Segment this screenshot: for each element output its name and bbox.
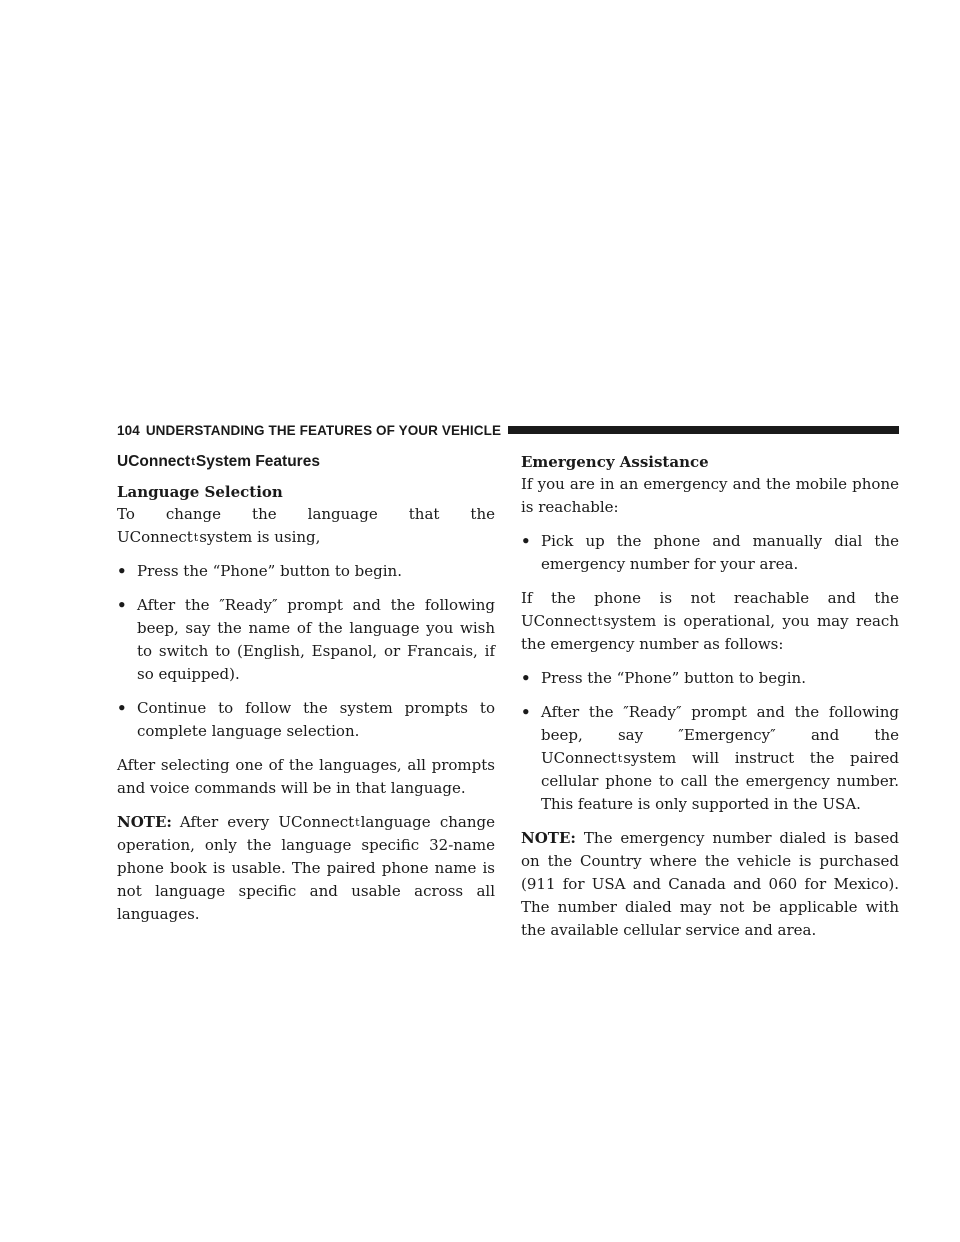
- list-item: [117, 594, 495, 686]
- language-intro-b: system is using,: [199, 528, 321, 546]
- note-text: The emergency number dialed is based on the Country where the vehicle is purchased (911 for USA and Canada and 060 for Mexico). The number dialed may not be applicable with the available cellular service and area.: [521, 829, 899, 939]
- list-item-text: Continue to follow the system prompts to complete language selection.: [137, 699, 495, 740]
- registered-mark: t: [193, 531, 199, 544]
- right-column: [521, 451, 899, 953]
- section-heading-brand: UConnect: [117, 453, 191, 470]
- registered-mark: t: [355, 816, 360, 829]
- subheading-emergency-assistance: Emergency Assistance: [521, 453, 709, 471]
- registered-mark: t: [617, 752, 623, 765]
- list-item-text: After the ″Ready″ prompt and the following beep, say the name of the language you wish to switch to (English, Espanol, or Francais, if so equipped).: [137, 596, 495, 683]
- list-item-text: Pick up the phone and manually dial the emergency number for your area.: [541, 532, 899, 573]
- emergency-intro: If you are in an emergency and the mobile phone is reachable:: [521, 475, 899, 516]
- note-text-a: After every UConnect: [179, 813, 355, 831]
- list-item: [521, 667, 899, 690]
- header-text: [117, 423, 501, 438]
- bullet-icon: •: [521, 669, 531, 687]
- section-heading-text: System Features: [195, 453, 320, 470]
- emergency-para-b: system is operational, you may reach the emergency number as follows:: [521, 612, 899, 653]
- language-intro: [117, 503, 495, 549]
- list-item-text: Press the “Phone” button to begin.: [541, 669, 806, 687]
- bullet-icon: •: [521, 532, 531, 550]
- note-label: NOTE:: [521, 829, 576, 847]
- language-after-text: After selecting one of the languages, all prompts and voice commands will be in that language.: [117, 756, 495, 797]
- list-item: [117, 560, 495, 583]
- emergency-para-a: If the phone is not reachable and the UConnect: [521, 589, 899, 630]
- emergency-note: [521, 827, 899, 942]
- list-item-text-b: system will instruct the paired cellular phone to call the emergency number. This feature is only supported in the USA.: [541, 749, 899, 813]
- bullet-icon: •: [117, 596, 127, 614]
- list-item: [117, 697, 495, 743]
- page-number: 104: [117, 422, 140, 438]
- left-column: [117, 451, 495, 937]
- page-header: [117, 421, 899, 439]
- language-note: [117, 811, 495, 926]
- header-rule: [508, 426, 899, 434]
- subheading-language-selection: Language Selection: [117, 483, 283, 501]
- bullet-icon: •: [117, 562, 127, 580]
- registered-mark: t: [597, 615, 603, 628]
- bullet-icon: •: [521, 703, 531, 721]
- list-item: [521, 701, 899, 816]
- section-heading: [117, 451, 495, 473]
- list-item-text-a: After the ″Ready″ prompt and the following beep, say ″Emergency″ and the UConnect: [541, 703, 899, 767]
- bullet-icon: •: [117, 699, 127, 717]
- section-title: UNDERSTANDING THE FEATURES OF YOUR VEHICLE: [145, 422, 502, 438]
- list-item: [521, 530, 899, 576]
- list-item-text: Press the “Phone” button to begin.: [137, 562, 402, 580]
- note-label: NOTE:: [117, 813, 172, 831]
- language-intro-a: To change the language that the UConnect: [117, 505, 495, 546]
- registered-mark: t: [191, 456, 195, 468]
- note-text-b: language change operation, only the language specific 32-name phone book is usable. The paired phone name is not language specific and usable across all languages.: [117, 813, 495, 923]
- emergency-para: [521, 587, 899, 656]
